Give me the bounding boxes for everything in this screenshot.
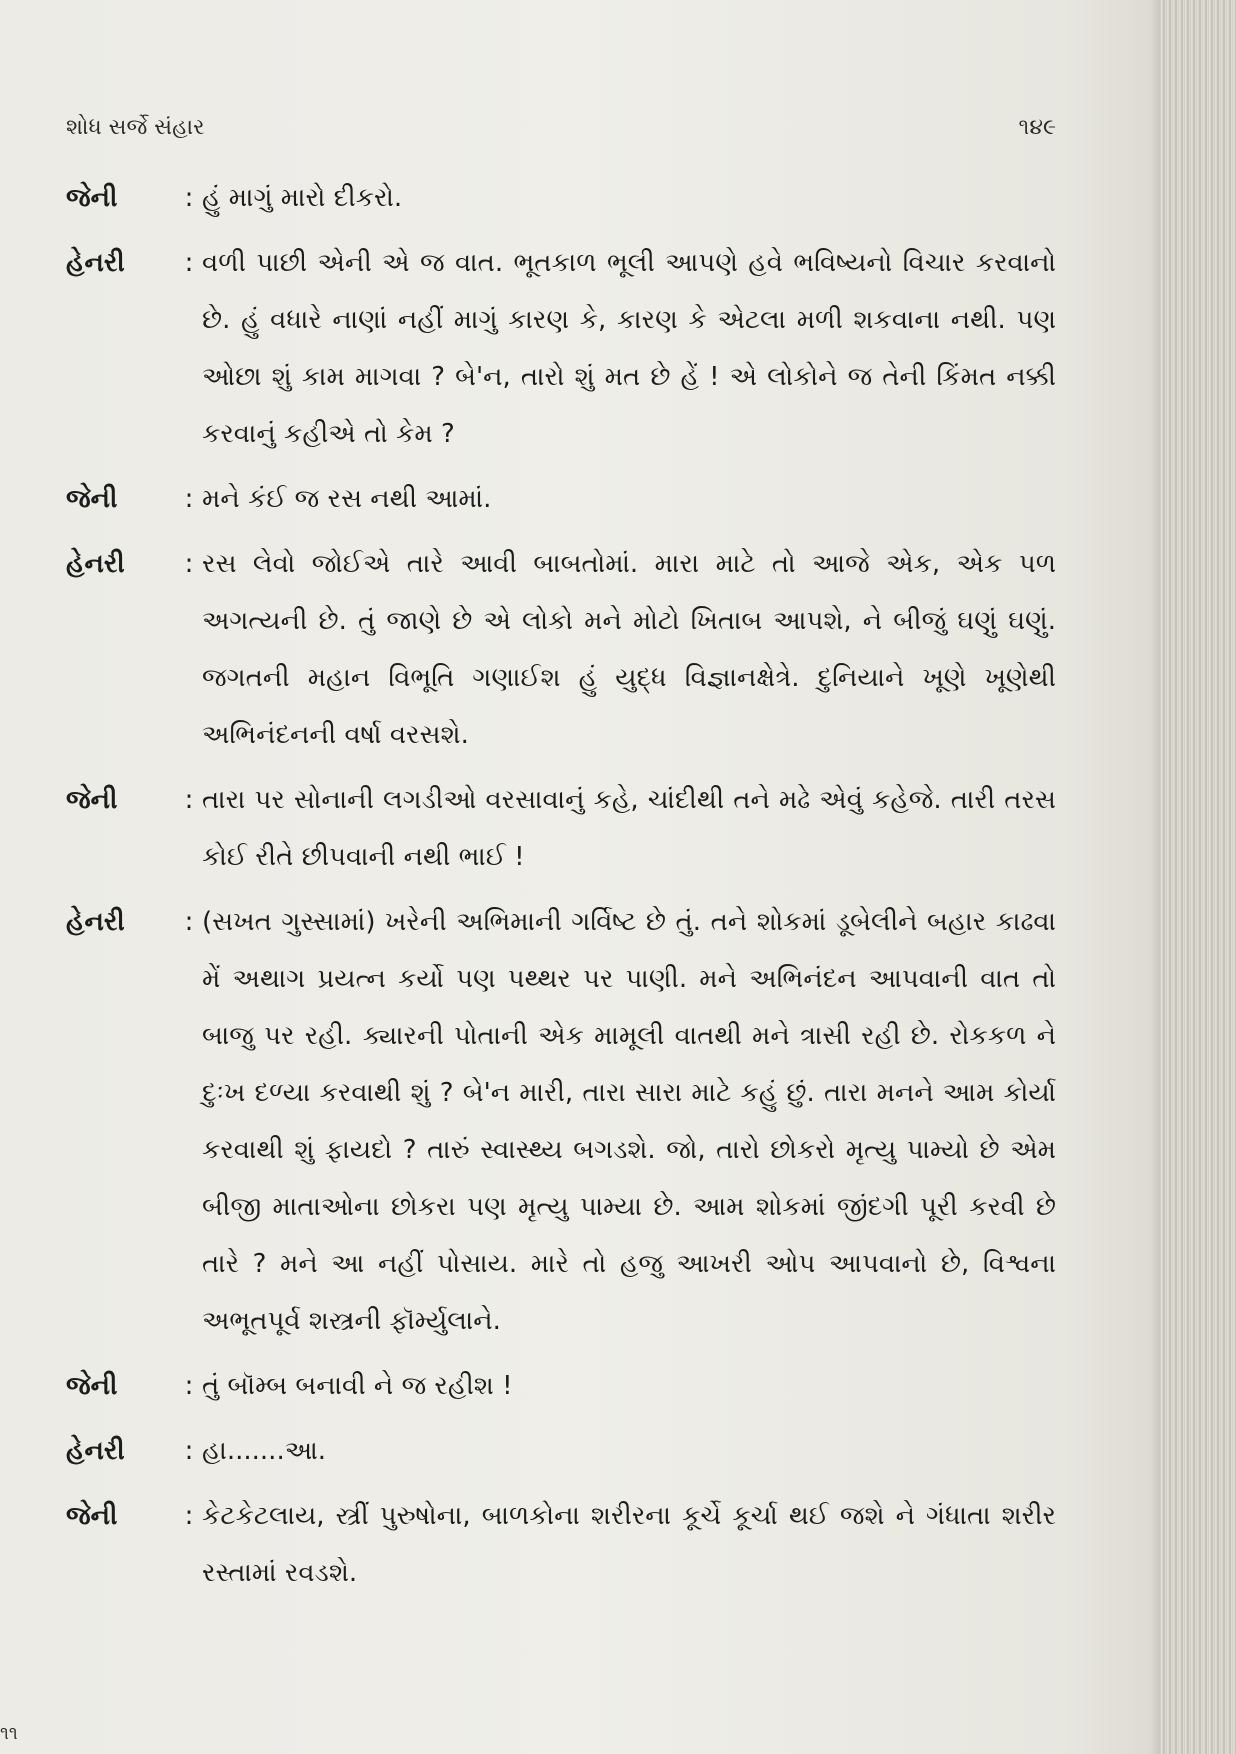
speech-text: વળી પાછી એની એ જ વાત. ભૂતકાળ ભૂલી આપણે હવે ભવિષ્યનો વિચાર કરવાનો છે. હું વધારે નાણાં નહીં માગું કારણ કે, કારણ કે એટલા મળી શકવાના નથી. પણ ઓછા શું કામ માગવા ? બે'ન, તારો શું મત છે હેં ! એ લોકોને જ તેની કિંમત નક્કી કરવાનું કહીએ તો કેમ ? — [202, 248, 1056, 449]
speaker-colon: : — [184, 907, 194, 937]
page-number: ૧૪૯ — [1018, 115, 1056, 140]
speaker-name: જેની — [66, 785, 118, 815]
speech-text: તું બૉમ્બ બનાવી ને જ રહીશ ! — [202, 1371, 513, 1401]
running-title: શોધ સર્જે સંહાર — [66, 115, 205, 140]
speaker-colon: : — [184, 1436, 194, 1466]
speaker-colon: : — [184, 183, 194, 213]
speaker-colon: : — [184, 1371, 194, 1401]
speaker-colon: : — [184, 248, 194, 278]
dialogue-entry — [66, 772, 1056, 886]
speaker-colon: : — [184, 1501, 194, 1531]
speech-text: હું માગું મારો દીકરો. — [202, 183, 403, 213]
speaker-name: જેની — [66, 484, 118, 514]
page-edges — [1160, 0, 1236, 1754]
speech-text: રસ લેવો જોઈએ તારે આવી બાબતોમાં. મારા માટે તો આજે એક, એક પળ અગત્યની છે. તું જાણે છે એ લોકો મને મોટો ખિતાબ આપશે, ને બીજું ઘણું ઘણું. જગતની મહાન વિભૂતિ ગણાઈશ હું યુદ્ધ વિજ્ઞાનક્ષેત્રે. દુનિયાને ખૂણે ખૂણેથી અભિનંદનની વર્ષા વરસશે. — [202, 549, 1056, 750]
dialogue-entry — [66, 471, 1056, 528]
speech-text: કેટકેટલાય, સ્ત્રીં પુરુષોના, બાળકોના શરીરના કૂર્ચે કૂર્ચા થઈ જશે ને ગંધાતા શરીર રસ્તામાં રવડશે. — [202, 1501, 1056, 1588]
speaker-colon: : — [184, 484, 194, 514]
dialogue-entry — [66, 1488, 1056, 1602]
speaker-colon: : — [184, 549, 194, 579]
dialogue-entry — [66, 1358, 1056, 1415]
speaker-colon: : — [184, 785, 194, 815]
speaker-name: જેની — [66, 1371, 118, 1401]
speaker-name: હેનરી — [66, 907, 125, 937]
speaker-name: હેનરી — [66, 549, 125, 579]
footer-mark: ૧૧ — [0, 1723, 18, 1744]
speech-text: (સખત ગુસ્સામાં) ખરેની અભિમાની ગર્વિષ્ટ છે તું. તને શોકમાં ડૂબેલીને બહાર કાઢવા મેં અથાગ પ્રયત્ન કર્યો પણ પથ્થર પર પાણી. મને અભિનંદન આપવાની વાત તો બાજુ પર રહી. ક્યારની પોતાની એક મામૂલી વાતથી મને ત્રાસી રહી છે. રોકકળ ને દુઃખ દળ્યા કરવાથી શું ? બે'ન મારી, તારા સારા માટે કહું છું. તારા મનને આમ કોર્યા કરવાથી શું ફાયદો ? તારું સ્વાસ્થ્ય બગડશે. જો, તારો છોકરો મૃત્યુ પામ્યો છે એમ બીજી માતાઓના છોકરા પણ મૃત્યુ પામ્યા છે. આમ શોકમાં જીંદગી પૂરી કરવી છે તારે ? મને આ નહીં પોસાય. મારે તો હજુ આખરી ઓપ આપવાનો છે, વિશ્વના અભૂતપૂર્વ શસ્ત્રની ફૉર્મ્યુલાને. — [202, 907, 1056, 1336]
dialogue-entry — [66, 536, 1056, 764]
dialogue-entry — [66, 1423, 1056, 1480]
speaker-name: હેનરી — [66, 1436, 125, 1466]
speaker-name: જેની — [66, 1501, 118, 1531]
speech-text: હા.......આ. — [202, 1436, 327, 1466]
dialogue-entry — [66, 170, 1056, 227]
speech-text: તારા પર સોનાની લગડીઓ વરસાવાનું કહે, ચાંદીથી તને મઢે એવું કહેજે. તારી તરસ કોઈ રીતે છીપવાની નથી ભાઈ ! — [202, 785, 1056, 872]
dialogue — [66, 170, 1056, 1610]
speech-text: મને કંઈ જ રસ નથી આમાં. — [202, 484, 492, 514]
page-header — [66, 108, 1056, 148]
speaker-name: હેનરી — [66, 248, 125, 278]
dialogue-entry — [66, 235, 1056, 463]
dialogue-entry — [66, 894, 1056, 1350]
speaker-name: જેની — [66, 183, 118, 213]
